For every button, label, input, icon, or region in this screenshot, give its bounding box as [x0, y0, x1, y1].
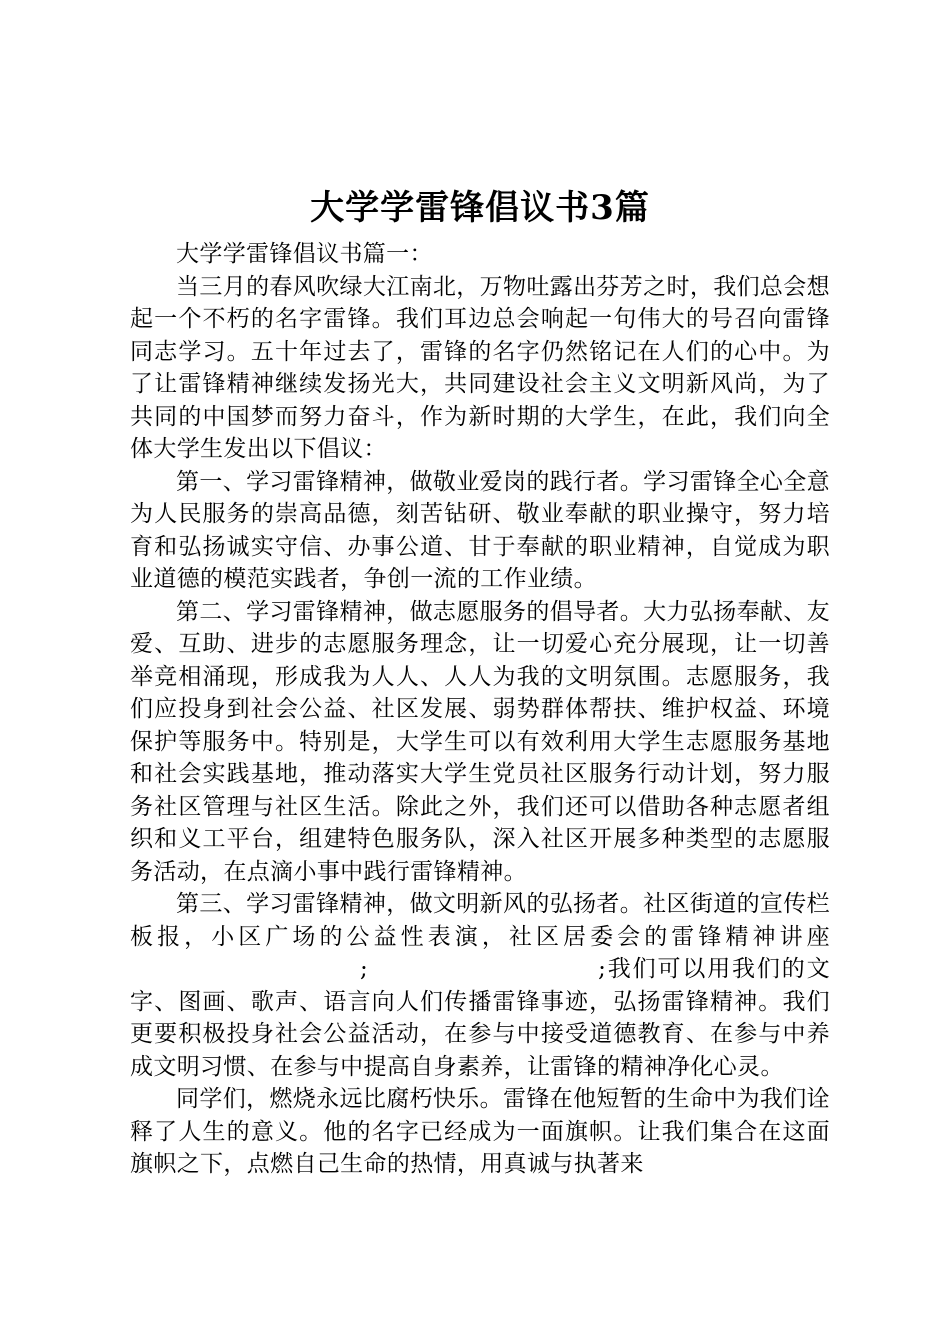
separator-semicolon: ;	[360, 956, 369, 982]
intro-paragraph: 当三月的春风吹绿大江南北，万物吐露出芬芳之时，我们总会想起一个不朽的名字雷锋。我们耳边总会响起一句伟大的号召向雷锋同志学习。五十年过去了，雷锋的名字仍然铭记在人们的心中。为了让雷锋精神继续发扬光大，共同建设社会主义文明新风尚，为了共同的中国梦而努力奋斗，作为新时期的大学生，在此，我们向全体大学生发出以下倡议：	[130, 273, 830, 462]
paragraph-third-part-b: 我们可以用我们的文字、图画、歌声、语言向人们传播雷锋事迹，弘扬雷锋精神。我们更要积极投身社会公益活动，在参与中接受道德教育、在参与中养成文明习惯、在参与中提高自身素养，让雷锋的精神净化心灵。	[130, 956, 830, 1080]
separator-semicolon: ;	[598, 956, 607, 982]
paragraph-third-initiative	[130, 888, 830, 1083]
paragraph-second-initiative: 第二、学习雷锋精神，做志愿服务的倡导者。大力弘扬奉献、友爱、互助、进步的志愿服务理念，让一切爱心充分展现，让一切善举竞相涌现，形成我为人人、人人为我的文明氛围。志愿服务，我们应投身到社会公益、社区发展、弱势群体帮扶、维护权益、环境保护等服务中。特别是，大学生可以有效利用大学生志愿服务基地和社会实践基地，推动落实大学生党员社区服务行动计划，努力服务社区管理与社区生活。除此之外，我们还可以借助各种志愿者组织和义工平台，组建特色服务队，深入社区开展多种类型的志愿服务活动，在点滴小事中践行雷锋精神。	[130, 598, 830, 885]
closing-paragraph: 同学们，燃烧永远比腐朽快乐。雷锋在他短暂的生命中为我们诠释了人生的意义。他的名字已经成为一面旗帜。让我们集合在这面旗帜之下，点燃自己生命的热情，用真诚与执著来	[130, 1086, 830, 1177]
document-title: 大学学雷锋倡议书3篇	[310, 188, 650, 228]
section-heading: 大学学雷锋倡议书篇一：	[176, 241, 433, 267]
paragraph-first-initiative: 第一、学习雷锋精神，做敬业爱岗的践行者。学习雷锋全心全意为人民服务的崇高品德，刻苦钻研、敬业奉献的职业操守，努力培育和弘扬诚实守信、办事公道、甘于奉献的职业精神，自觉成为职业道德的模范实践者，争创一流的工作业绩。	[130, 468, 830, 592]
paragraph-third-part-a: 第三、学习雷锋精神，做文明新风的弘扬者。社区街道的宣传栏板报，小区广场的公益性表演，社区居委会的雷锋精神讲座	[130, 891, 830, 950]
document-page	[130, 178, 830, 1181]
